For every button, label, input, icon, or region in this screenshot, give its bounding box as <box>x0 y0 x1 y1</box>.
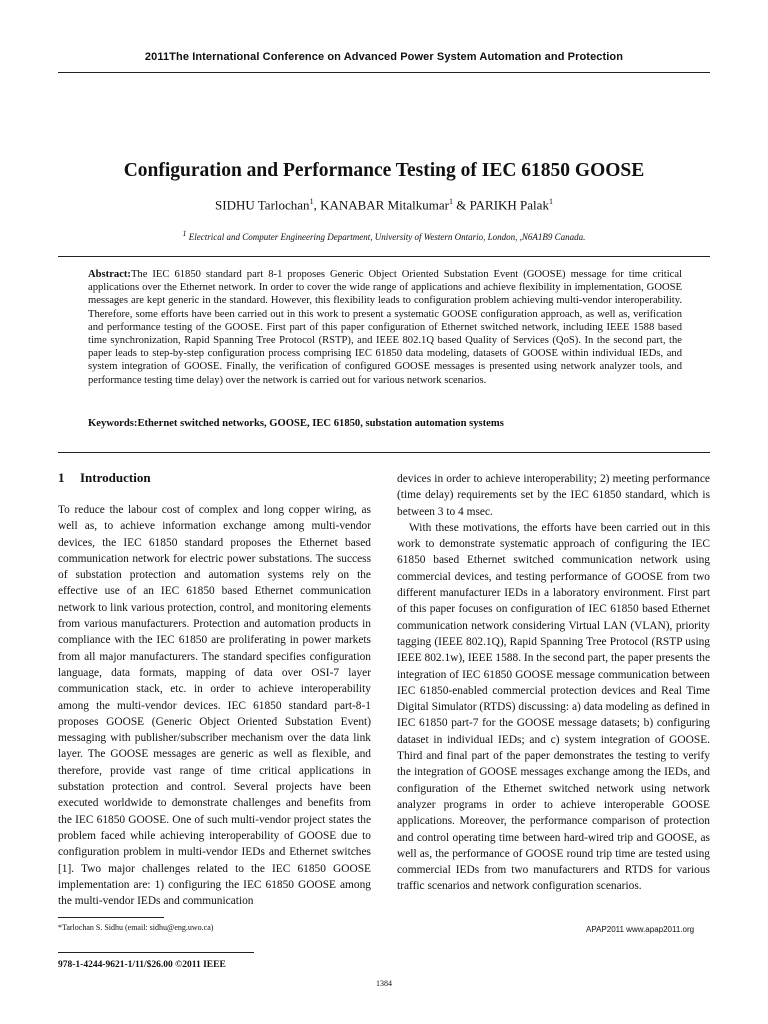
abstract <box>88 268 682 387</box>
author-list <box>0 197 768 213</box>
keywords <box>88 418 688 429</box>
abstract-top-rule <box>58 256 710 257</box>
keywords-text: Ethernet switched networks, GOOSE, IEC 61850, substation automation systems <box>137 418 504 429</box>
isbn-line: 978-1-4244-9621-1/11/$26.00 ©2011 IEEE <box>58 960 226 970</box>
isbn-rule <box>58 952 254 953</box>
conference-header: 2011The International Conference on Advanced Power System Automation and Protection <box>144 51 624 63</box>
body-paragraph: With these motivations, the efforts have been carried out in this work to demonstrate systematic approach of configuring the IEC 61850 based Ethernet switched communication network using commercial devices, and testing performance of GOOSE from two different manufacturer IEDs in a laboratory environment. First part of this paper focuses on configuration of IEC 61850 based Ethernet communication network considering Virtual LAN (VLAN), priority tagging (IEEE 802.1Q), Rapid Spanning Tree Protocol (RSTP using IEEE 802.1w), IEEE 1588. In the second part, the paper presents the integration of IEC 61850 GOOSE message communication between IEC 61850-enabled commercial protection devices and Real Time Digital Simulator (RTDS) discussing: a) data modeling as defined in IEC 61850 part-7 for the GOOSE message datasets; b) configuring dataset in individual IEDs; and c) system integration of GOOSE. Third and final part of the paper demonstrates the testing to verify the integration of GOOSE messages exchange among the IEDs, and configuration of the Ethernet switched network using network analyzer programs in order to achieve interoperable GOOSE applications. Moreover, the performance comparison of protection and control operating time between hard-wired trip and GOOSE, as well as, the performance of GOOSE round trip time are tested using commercial IEDs from two manufacturers and RTDS for various traffic scenarios and network configuration scenarios. <box>397 521 710 893</box>
author-affil-sup: 1 <box>448 197 453 206</box>
footnote-rule <box>58 917 164 918</box>
section-title: Introduction <box>80 470 151 485</box>
section-heading <box>58 470 151 486</box>
affiliation-text: Electrical and Computer Engineering Department, University of Western Ontario, London, ,N6A1B9 Canada. <box>188 232 586 242</box>
author-separator: , <box>313 197 321 213</box>
body-paragraph: devices in order to achieve interoperability; 2) meeting performance (time delay) requirements set by the IEC 61850 standard, which is between 3 to 4 msec. <box>397 473 710 518</box>
left-column <box>58 502 371 909</box>
abstract-bottom-rule <box>58 452 710 453</box>
author-name: KANABAR Mitalkumar <box>320 197 449 213</box>
affiliation <box>0 229 768 242</box>
section-number: 1 <box>58 470 65 485</box>
keywords-label: Keywords: <box>88 418 138 429</box>
body-paragraph: To reduce the labour cost of complex and long copper wiring, as well as, to achieve information exchange among multi-vendor devices, the IEC 61850 standard proposes the Ethernet based communication network for electric power substations. The success of substation protection and automation systems rely on the effective use of an IEC 61850 based Ethernet communication network to link various protection, control, and monitoring elements from various manufacturers. Protection and automation products in compliance with the IEC 61850 are proliferating in power markets from all major manufacturers. The standard specifies configuration language, data formats, mapping of data over OSI-7 layer communication stack, etc. in order to achieve interoperability among the multi-vendor devices. IEC 61850 standard part-8-1 proposes GOOSE (Generic Object Oriented Substation Event) messaging with publisher/subscriber mechanism over the data link layer. The GOOSE messages are generic as well as flexible, and therefore, provide vast range of time critical applications in substation protection and control. Several projects have been executed worldwide to demonstrate challenges and benefits from the IEC 61850 GOOSE. One of such multi-vendor project states the problem faced while achieving interoperability of GOOSE due to configuration problem in multi-vendor IEDs and Ethernet switches [1]. Two major challenges related to the IEC 61850 GOOSE implementation are: 1) configuring the IEC 61850 GOOSE among the multi-vendor IEDs and communication <box>58 504 371 908</box>
footnote: *Tarlochan S. Sidhu (email: sidhu@eng.uwo.ca) <box>58 923 214 932</box>
affiliation-sup: 1 <box>182 229 187 238</box>
page-number: 1384 <box>376 979 392 988</box>
abstract-text: The IEC 61850 standard part 8-1 proposes Generic Object Oriented Substation Event (GOOSE) message for time critical applications over the Ethernet network. In order to cover the wide range of applications and achieve flexibility in implementation, GOOSE messages are kept generic in the standard. However, this flexibility leads to configuration problem achieving multi-vendor interoperability. Therefore, some efforts have been carried out in this work to present a systematic GOOSE configuration approach, as well as, verification and performance testing of the GOOSE. First part of this paper configuration of Ethernet switched network, including IEEE 1588 based time synchronization, Rapid Spanning Tree Protocol (RSTP), and IEEE 802.1Q based Quality of Services (QoS). In the second part, the paper leads to step-by-step configuration process comprising IEC 61850 data modeling, datasets of GOOSE within individual IEDs, and system integration of GOOSE. Finally, the verification of configured GOOSE messages is presented using network analyzer tools, and performance testing time delay) over the network is carried out for various network scenarios. <box>88 269 682 386</box>
author-affil-sup: 1 <box>309 197 314 206</box>
header-rule <box>58 72 710 73</box>
author-name: PARIKH Palak <box>469 197 549 213</box>
author-affil-sup: 1 <box>548 197 553 206</box>
conference-footer: APAP2011 www.apap2011.org <box>586 925 695 934</box>
right-column <box>397 471 710 895</box>
paper-title: Configuration and Performance Testing of IEC 61850 GOOSE <box>123 160 645 181</box>
author-separator: & <box>452 197 470 213</box>
author-name: SIDHU Tarlochan <box>215 197 310 213</box>
abstract-label: Abstract: <box>88 269 131 280</box>
